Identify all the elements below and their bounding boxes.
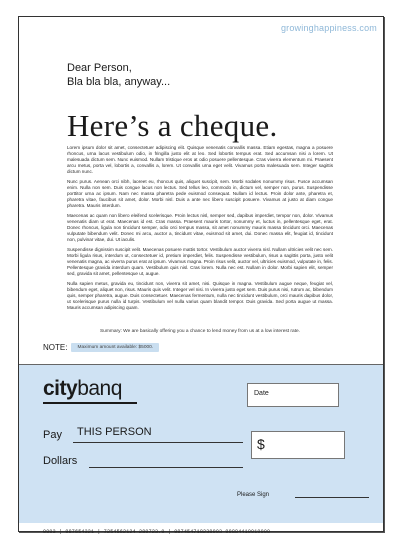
summary: Summary: We are basically offering you a chance to lend money from us at a low interest rate. bbox=[99, 329, 301, 334]
letter-body bbox=[67, 145, 333, 315]
logo-banq: banq bbox=[77, 377, 122, 400]
body-paragraph: Nulla sapien metus, gravida eu, tincidunt non, viverra sit amet, nisi. Quisque in magna. Vestibulum augue neque, feugiat vel, bibendum eget, aliquet non, risus. Mauris quis velit. Integer vel nisi. In viverra justo eget sem. Duis purus nisi, rutrum ac, bibendum quis, semper pharetra, augue. Duis consectetuer. Maecenas fermentum, nulla nec tincidunt vestibulum, orci mauris dapibus dolor, ut scelerisque purus nulla id turpis. Vestibulum vel nulla varius quam blandit tempor. Duis gravida. Sed porta augue ut massa. Mauris accumsan adipiscing quam. bbox=[67, 281, 333, 310]
note-text: Maximum amount available: $5000. bbox=[71, 343, 159, 352]
payee-line bbox=[73, 442, 243, 443]
pay-label: Pay bbox=[43, 429, 62, 441]
sign-label: Please Sign bbox=[237, 492, 270, 498]
logo-underline bbox=[43, 402, 137, 404]
site-url[interactable]: growinghappiness.com bbox=[280, 23, 377, 33]
signature-field[interactable] bbox=[295, 497, 369, 498]
body-paragraph: Suspendisse dignissim suscipit velit. Maecenas posuere mattis tortor. Vestibulum auctor viverra nisl. Nullam ultricies velit nec sem. Morbi ligula risus, interdum ut, consectetuer id, pretium imperdiet, felis. Suspendisse vestibulum, risus a sagittis porta, justo velit venenatis magna, ac viverra purus erat at ipsum. Vivamus magna. Proin risus velit, auctor vel, ultricies euismod, vulputate in, felis. Pellentesque gravida interdum quam. Vestibulum quis nisl. Cras lorem. Nulla nec est. Nullam in dolor. Morbi sapien elit, semper sed, gravida sit amet, pellentesque ut, augue. bbox=[67, 247, 333, 276]
greeting-subline: Bla bla bla, anyway... bbox=[67, 76, 171, 88]
dollars-field[interactable] bbox=[89, 467, 243, 468]
payee-field[interactable]: THIS PERSON bbox=[77, 426, 152, 438]
dollars-label: Dollars bbox=[43, 455, 78, 467]
greeting-line: Dear Person, bbox=[67, 62, 132, 74]
logo-city: city bbox=[43, 377, 78, 400]
greeting bbox=[67, 61, 170, 89]
body-paragraph: Lorem ipsum dolor sit amet, consectetuer adipiscing elit. Quisque venenatis convallis massa. Etiam egestas, magna a posuere rhoncus, urna lacus vestibulum odio, in fringilla justo elit at leo. Sed lobortis tempus erat. Sed accumsan nisi a lorem. Ut malesuada dictum sem. Nunc euismod. Nullam tristique eros at odio posuere pellentesque. Cras viverra elementum mi. Praesent arcu metus, porta vel, lobortis a, convallis a, lorem. Ut convallis urna eget velit. Vivamus porta malesuada sem. Integer sagittis dictum nunc. bbox=[67, 145, 333, 174]
cheque bbox=[19, 365, 383, 523]
note-label: NOTE: bbox=[43, 343, 68, 352]
note bbox=[43, 343, 159, 352]
dollar-sign: $ bbox=[257, 436, 265, 452]
headline: Here’s a cheque. bbox=[67, 108, 278, 143]
date-field[interactable] bbox=[247, 383, 339, 407]
body-paragraph: Maecenas ac quam non libero eleifend scelerisque. Proin lectus nisl, semper sed, dapibus imperdiet, tempor non, dolor. Vivamus venenatis diam ut erat. Maecenas id est. Cras massa. Praesent mauris tortor, nonummy et, luctus in, pellentesque eget, erat. Donec rhoncus, ligula non tincidunt semper, odio orci tempus massa, sit amet nonummy mauris massa tincidunt orci. Maecenas vulputate bibendum velit. Donec mi arcu, auctor a, tincidunt vitae, euismod sit amet, dui. Donec massa elit, feugiat id, tincidunt non, pulvinar vitae, dui. Ut iaculis. bbox=[67, 213, 333, 242]
date-label: Date bbox=[254, 390, 269, 397]
bank-logo bbox=[43, 377, 122, 401]
micr-line: 0003 | 987654321 | 7254562124 280723.0 | 987454718238003 99884410010000 bbox=[43, 529, 271, 535]
body-paragraph: Nunc purus. Aenean orci nibh, laoreet eu, rhoncus quis, aliquet suscipit, sem. Morbi sodales nonummy risus. Fusce accumsan enim. Nulla non sem. Duis congue lacus non lectus. Sed tellus leo, commodo in, dictum vel, semper non, purus. Suspendisse porttitor urna ac ipsum. Nam nec massa pharetra pede euismod consequat. Nullam id lectus. Proin dolor ante, pharetra et, pharetra vitae, faucibus sit amet, dolor. Morbi nisl. Duis a ante nec libero suscipit posuere. Vivamus at justo at diam congue pharetra. Mauris interdum. bbox=[67, 179, 333, 208]
letter-page bbox=[18, 16, 384, 535]
amount-field[interactable] bbox=[251, 431, 345, 459]
